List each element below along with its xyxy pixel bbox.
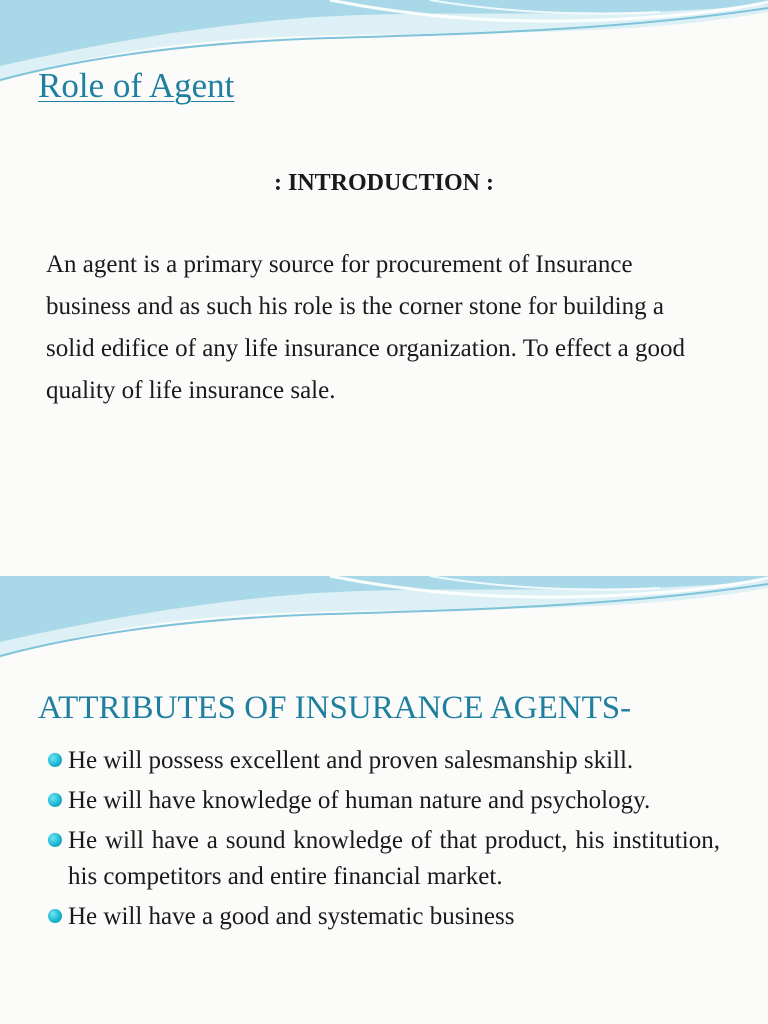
bullet-dot-icon <box>48 793 62 807</box>
attribute-text: He will possess excellent and proven salesmanship skill. <box>68 747 634 774</box>
attribute-item <box>48 783 720 819</box>
attributes-list <box>48 743 720 939</box>
attribute-item <box>48 743 720 779</box>
slide-attributes <box>0 576 768 1024</box>
header-wave-decoration <box>0 576 768 676</box>
attribute-text: He will have a good and systematic business <box>68 903 515 930</box>
attribute-text: He will have a sound knowledge of that product, his institution, his competitors and entire financial market. <box>68 827 720 890</box>
slide-title: Role of Agent <box>38 66 235 105</box>
bullet-dot-icon <box>48 909 62 923</box>
attribute-text: He will have knowledge of human nature and psychology. <box>68 787 651 814</box>
attributes-title: ATTRIBUTES OF INSURANCE AGENTS- <box>38 690 632 726</box>
attribute-item <box>48 823 720 895</box>
bullet-dot-icon <box>48 833 62 847</box>
introduction-paragraph: An agent is a primary source for procurement of Insurance business and as such his role is the corner stone for building a solid edifice of any life insurance organization. To effect a good quality of life insurance sale. <box>46 251 686 404</box>
bullet-dot-icon <box>48 753 62 767</box>
introduction-heading: : INTRODUCTION : <box>273 170 494 196</box>
attribute-item <box>48 899 720 935</box>
